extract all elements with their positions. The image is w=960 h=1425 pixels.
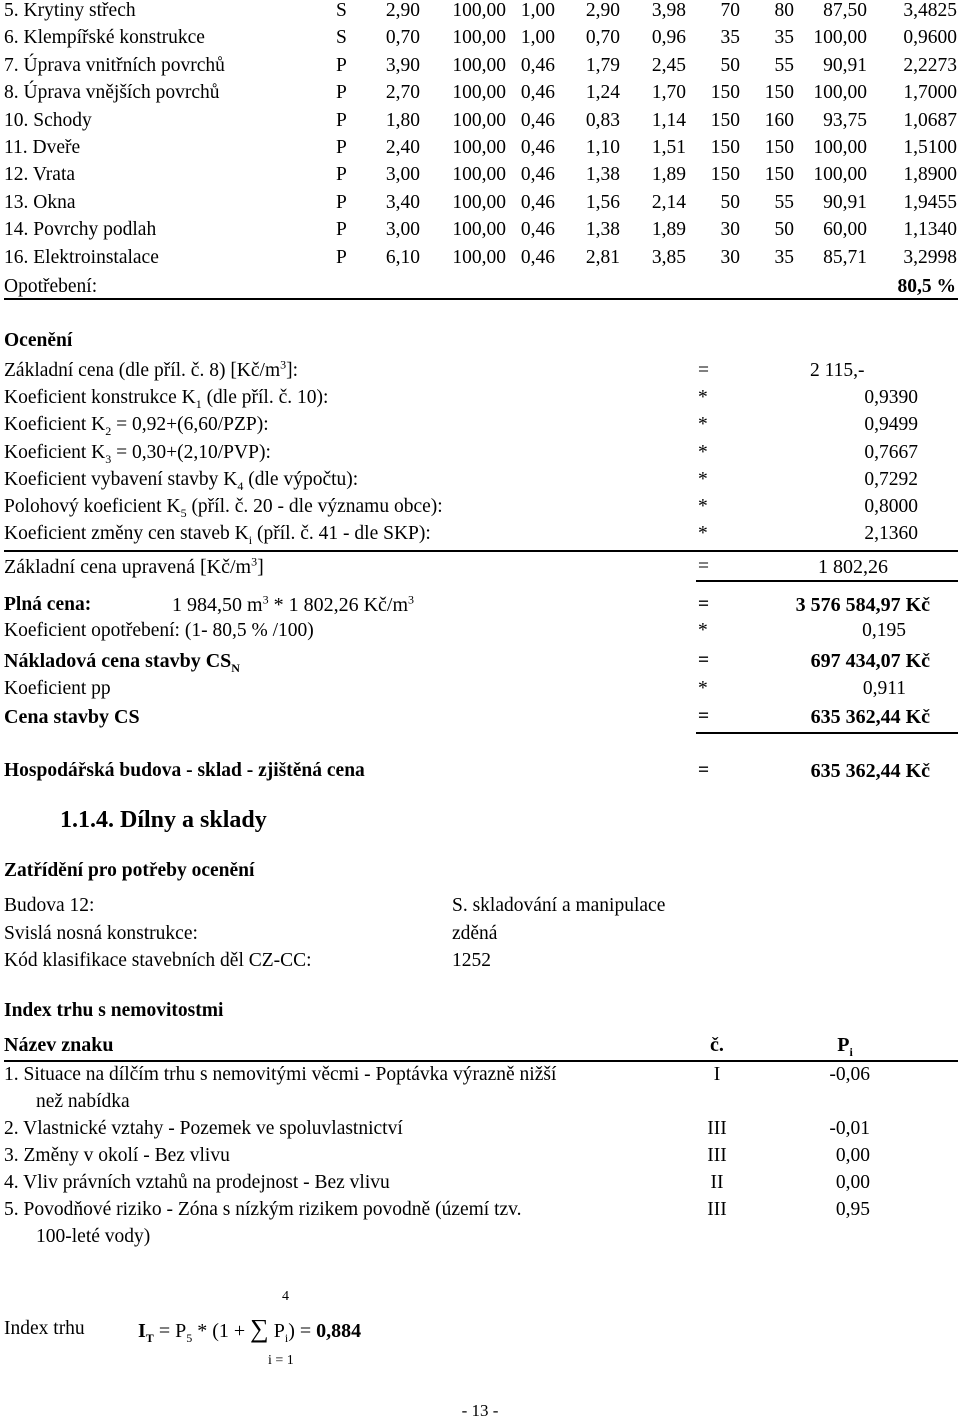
market-index-heading: Index trhu s nemovitostmi bbox=[4, 1000, 224, 1021]
coefficient-label: Koeficient $K_2 = 0,92+(6,60/PZP)$: bbox=[4, 414, 269, 439]
table-cell: 1,51 bbox=[651, 137, 686, 158]
table-cell: 100,00 bbox=[452, 0, 506, 21]
divider bbox=[4, 1060, 958, 1062]
table-cell: 150 bbox=[710, 109, 740, 131]
building-price-label: Cena stavby CS bbox=[4, 706, 140, 728]
table-cell: 100,00 bbox=[452, 164, 506, 186]
determined-price-label: Hospodářská budova - sklad - zjištěná cena bbox=[4, 760, 365, 781]
table-cell: 100,00 bbox=[452, 191, 506, 213]
op: * bbox=[698, 468, 708, 490]
table-cell: 0,46 bbox=[520, 246, 555, 268]
table-cell: P bbox=[336, 164, 347, 186]
table-cell: 3,85 bbox=[651, 246, 686, 268]
table-cell: 50 bbox=[774, 219, 794, 241]
table-cell: 90,91 bbox=[823, 54, 867, 76]
op: * bbox=[698, 620, 708, 641]
table-cell: 0,46 bbox=[520, 137, 555, 158]
table-cell: 90,91 bbox=[823, 191, 867, 213]
index-factor-value: 0,00 bbox=[835, 1145, 870, 1166]
row-label: 10. Schody bbox=[4, 109, 92, 131]
full-price-formula: 1 984,50 $m^3 * 1$ 802,26 $Kč/m^3$ bbox=[172, 592, 414, 616]
table-cell: P bbox=[336, 137, 347, 158]
row-label: 11. Dveře bbox=[4, 137, 81, 158]
section-title: 1.1.4. Dílny a sklady bbox=[60, 807, 267, 833]
table-cell: 30 bbox=[720, 246, 740, 268]
table-cell: 1,89 bbox=[651, 164, 686, 186]
op: = bbox=[698, 706, 710, 727]
index-factor-label-cont: než nabídka bbox=[36, 1091, 130, 1112]
table-cell: 1,00 bbox=[520, 0, 555, 21]
op: * bbox=[698, 523, 708, 545]
table-cell: 3,4825 bbox=[903, 0, 957, 21]
op: * bbox=[698, 441, 708, 463]
coefficient-label: Koeficient konstrukce $K_1$ (dle příl. č. 10): bbox=[4, 387, 329, 412]
table-cell: 100,00 bbox=[452, 137, 506, 158]
table-cell: P bbox=[336, 54, 347, 76]
table-cell: 1,80 bbox=[385, 109, 420, 131]
coefficient-value: 2 115,- bbox=[810, 360, 865, 381]
table-cell: 55 bbox=[774, 191, 794, 213]
determined-price-value: 635 362,44 Kč bbox=[810, 760, 930, 782]
coefficient-label: Základní cena (dle příl. č. 8) $[Kč/m^3]$: bbox=[4, 357, 299, 381]
table-cell: 3,40 bbox=[385, 191, 420, 213]
classification-value: S. skladování a manipulace bbox=[452, 895, 666, 916]
op: * bbox=[698, 387, 708, 409]
table-cell: 0,83 bbox=[585, 109, 620, 131]
table-cell: 93,75 bbox=[823, 109, 867, 131]
index-factor-number: III bbox=[707, 1118, 727, 1139]
table-cell: 150 bbox=[764, 137, 794, 158]
row-label: 6. Klempířské konstrukce bbox=[4, 27, 205, 49]
op: = bbox=[698, 556, 709, 577]
table-cell: 100,00 bbox=[452, 54, 506, 76]
classification-label: Svislá nosná konstrukce: bbox=[4, 922, 198, 944]
table-cell: 1,89 bbox=[651, 219, 686, 241]
coefficient-label: Koeficient změny cen staveb $K_i$ (příl. č. 41 - dle SKP): bbox=[4, 523, 431, 548]
coefficient-value: 0,9499 bbox=[864, 414, 918, 436]
table-cell: 100,00 bbox=[452, 82, 506, 104]
table-cell: S bbox=[336, 27, 347, 49]
table-cell: 100,00 bbox=[813, 82, 867, 104]
sum-lower-limit: i = 1 bbox=[268, 1353, 294, 1368]
table-cell: 150 bbox=[710, 137, 740, 158]
coefficient-label: Koeficient vybavení stavby $K_4$ (dle výpočtu): bbox=[4, 468, 359, 493]
index-factor-label: 1. Situace na dílčím trhu s nemovitými věcmi - Poptávka výrazně nižší bbox=[4, 1064, 557, 1085]
table-cell: 3,98 bbox=[651, 0, 686, 21]
op: * bbox=[698, 678, 708, 699]
row-label: 12. Vrata bbox=[4, 164, 76, 186]
table-cell: 150 bbox=[764, 82, 794, 104]
divider bbox=[4, 298, 958, 300]
table-cell: 160 bbox=[764, 109, 794, 131]
row-label: 8. Úprava vnějších povrchů bbox=[4, 82, 220, 104]
table-cell: 1,70 bbox=[651, 82, 686, 104]
op: = bbox=[698, 650, 710, 671]
op: = bbox=[698, 760, 710, 781]
table-cell: P bbox=[336, 109, 347, 131]
table-cell: 3,00 bbox=[385, 219, 420, 241]
coefficient-value: 0,7667 bbox=[864, 441, 918, 463]
adjusted-price-value: 1 802,26 bbox=[818, 556, 888, 578]
table-cell: 2,90 bbox=[385, 0, 420, 21]
index-factor-number: III bbox=[707, 1145, 727, 1166]
building-price-value: 635 362,44 Kč bbox=[810, 706, 930, 728]
wear-coef-value: 0,195 bbox=[862, 620, 906, 641]
table-cell: 85,71 bbox=[823, 246, 867, 268]
full-price-value: 3 576 584,97 Kč bbox=[795, 594, 930, 616]
table-cell: 0,46 bbox=[520, 82, 555, 104]
table-cell: 2,81 bbox=[585, 246, 620, 268]
table-cell: P bbox=[336, 246, 347, 268]
row-label: 5. Krytiny střech bbox=[4, 0, 136, 21]
table-cell: 100,00 bbox=[452, 27, 506, 49]
table-cell: 1,10 bbox=[585, 137, 620, 158]
table-cell: 0,70 bbox=[385, 27, 420, 49]
table-cell: 1,24 bbox=[585, 82, 620, 104]
table-cell: 0,46 bbox=[520, 109, 555, 131]
table-cell: 1,00 bbox=[520, 27, 555, 49]
table-cell: 3,00 bbox=[385, 164, 420, 186]
op: * bbox=[698, 414, 708, 436]
table-cell: 1,38 bbox=[585, 219, 620, 241]
index-factor-number: I bbox=[713, 1064, 721, 1085]
coefficient-value: 0,7292 bbox=[864, 468, 918, 490]
op: = bbox=[698, 360, 709, 381]
index-factor-value: 0,00 bbox=[835, 1172, 870, 1193]
classification-value: zděná bbox=[452, 922, 498, 944]
table-cell: 60,00 bbox=[823, 219, 867, 241]
index-factor-value: -0,01 bbox=[829, 1118, 870, 1139]
table-cell: 1,79 bbox=[585, 54, 620, 76]
divider bbox=[696, 732, 958, 734]
table-cell: 3,90 bbox=[385, 54, 420, 76]
table-cell: 0,70 bbox=[585, 27, 620, 49]
coefficient-value: 0,9390 bbox=[864, 387, 918, 409]
table-cell: 1,0687 bbox=[903, 109, 957, 131]
wear-coef-label: Koeficient opotřebení: (1- 80,5 % /100) bbox=[4, 620, 314, 641]
table-cell: 1,1340 bbox=[903, 219, 957, 241]
table-cell: 0,46 bbox=[520, 219, 555, 241]
col-name-header: Název znaku bbox=[4, 1034, 114, 1056]
index-factor-label: 2. Vlastnické vztahy - Pozemek ve spoluvlastnictví bbox=[4, 1118, 403, 1139]
coefficient-value: 2,1360 bbox=[864, 523, 918, 545]
table-cell: 0,46 bbox=[520, 191, 555, 213]
coefficient-label: Polohový koeficient $K_5$ (příl. č. 20 - dle významu obce): bbox=[4, 496, 443, 520]
sum-upper-limit: 4 bbox=[282, 1289, 289, 1304]
page-number: - 13 - bbox=[461, 1401, 499, 1420]
full-price-label: Plná cena: bbox=[4, 594, 92, 615]
table-cell: 0,46 bbox=[520, 164, 555, 186]
table-cell: 50 bbox=[720, 191, 740, 213]
table-cell: 100,00 bbox=[452, 219, 506, 241]
coefficient-label: Koeficient $K_3 = 0,30+(2,10/PVP)$: bbox=[4, 441, 271, 466]
table-cell: 35 bbox=[774, 246, 794, 268]
table-cell: 3,2998 bbox=[903, 246, 957, 268]
table-cell: 2,40 bbox=[385, 137, 420, 158]
classification-label: Kód klasifikace stavebních děl CZ-CC: bbox=[4, 950, 312, 971]
table-cell: 0,46 bbox=[520, 54, 555, 76]
index-factor-label: 3. Změny v okolí - Bez vlivu bbox=[4, 1145, 230, 1166]
col-no-header: č. bbox=[710, 1034, 724, 1056]
row-label: 13. Okna bbox=[4, 191, 76, 213]
table-cell: 80 bbox=[774, 0, 794, 21]
row-label: 16. Elektroinstalace bbox=[4, 246, 159, 268]
table-cell: 2,90 bbox=[585, 0, 620, 21]
pp-coef-label: Koeficient pp bbox=[4, 678, 111, 699]
cost-price-value: 697 434,07 Kč bbox=[810, 650, 930, 672]
table-cell: 87,50 bbox=[823, 0, 867, 21]
table-cell: 150 bbox=[710, 82, 740, 104]
table-cell: 1,14 bbox=[651, 109, 686, 131]
classification-value: 1252 bbox=[452, 950, 491, 971]
wear-value: 80,5 % bbox=[897, 276, 956, 297]
row-label: 14. Povrchy podlah bbox=[4, 219, 157, 241]
index-factor-label: 4. Vliv právních vztahů na prodejnost - Bez vlivu bbox=[4, 1172, 390, 1193]
table-cell: 1,7000 bbox=[903, 82, 957, 104]
divider bbox=[696, 580, 958, 582]
index-result: 0,884 bbox=[316, 1320, 362, 1342]
index-label: Index trhu bbox=[4, 1318, 85, 1339]
index-factor-number: II bbox=[710, 1172, 724, 1193]
adjusted-price-label: Základní cena upravená $[Kč/m^3]$ bbox=[4, 554, 264, 578]
index-factor-number: III bbox=[707, 1199, 727, 1220]
table-cell: 70 bbox=[720, 0, 740, 21]
table-cell: 50 bbox=[720, 54, 740, 76]
table-cell: P bbox=[336, 219, 347, 241]
table-cell: 35 bbox=[774, 27, 794, 49]
op: * bbox=[698, 496, 708, 517]
table-cell: 30 bbox=[720, 219, 740, 241]
table-cell: 0,96 bbox=[651, 27, 686, 49]
wear-label: Opotřebení: bbox=[4, 276, 98, 297]
table-cell: 1,9455 bbox=[903, 191, 957, 213]
table-cell: 100,00 bbox=[813, 164, 867, 186]
index-factor-label: 5. Povodňové riziko - Zóna s nízkým rizikem povodně (území tzv. bbox=[4, 1199, 522, 1220]
table-cell: 2,2273 bbox=[903, 54, 957, 76]
sum-symbol: ∑ bbox=[250, 1314, 269, 1343]
classification-heading: Zatřídění pro potřeby ocenění bbox=[4, 860, 255, 881]
table-cell: 100,00 bbox=[813, 137, 867, 158]
row-label: 7. Úprava vnitřních povrchů bbox=[4, 54, 225, 76]
index-factor-label-cont: 100-leté vody) bbox=[36, 1226, 151, 1247]
table-cell: 150 bbox=[764, 164, 794, 186]
table-cell: 6,10 bbox=[385, 246, 420, 268]
table-cell: 2,70 bbox=[385, 82, 420, 104]
table-cell: 2,45 bbox=[651, 54, 686, 76]
index-formula: $I_T = P_5 * (1$ + ∑ $P_i) = 0,884$ bbox=[138, 1314, 362, 1345]
table-cell: 1,38 bbox=[585, 164, 620, 186]
cost-price-label: Nákladová cena stavby $CS_N$ bbox=[4, 650, 240, 675]
pp-coef-value: 0,911 bbox=[862, 678, 906, 699]
valuation-heading: Ocenění bbox=[4, 330, 73, 351]
table-cell: 1,56 bbox=[585, 191, 620, 213]
classification-label: Budova 12: bbox=[4, 895, 95, 916]
table-cell: 35 bbox=[720, 27, 740, 49]
coefficient-value: 0,8000 bbox=[864, 496, 918, 517]
col-p-header: $P_i$ bbox=[837, 1034, 853, 1059]
table-cell: 150 bbox=[710, 164, 740, 186]
table-cell: 55 bbox=[774, 54, 794, 76]
table-cell: 100,00 bbox=[813, 27, 867, 49]
divider bbox=[4, 550, 958, 552]
table-cell: 1,8900 bbox=[903, 164, 957, 186]
table-cell: 0,9600 bbox=[903, 27, 957, 49]
table-cell: 1,5100 bbox=[903, 137, 957, 158]
index-factor-value: -0,06 bbox=[829, 1064, 870, 1085]
table-cell: P bbox=[336, 191, 347, 213]
table-cell: 100,00 bbox=[452, 246, 506, 268]
table-cell: S bbox=[336, 0, 347, 21]
table-cell: 100,00 bbox=[452, 109, 506, 131]
table-cell: P bbox=[336, 82, 347, 104]
index-factor-value: 0,95 bbox=[835, 1199, 870, 1220]
table-cell: 2,14 bbox=[651, 191, 686, 213]
op: = bbox=[698, 594, 710, 615]
